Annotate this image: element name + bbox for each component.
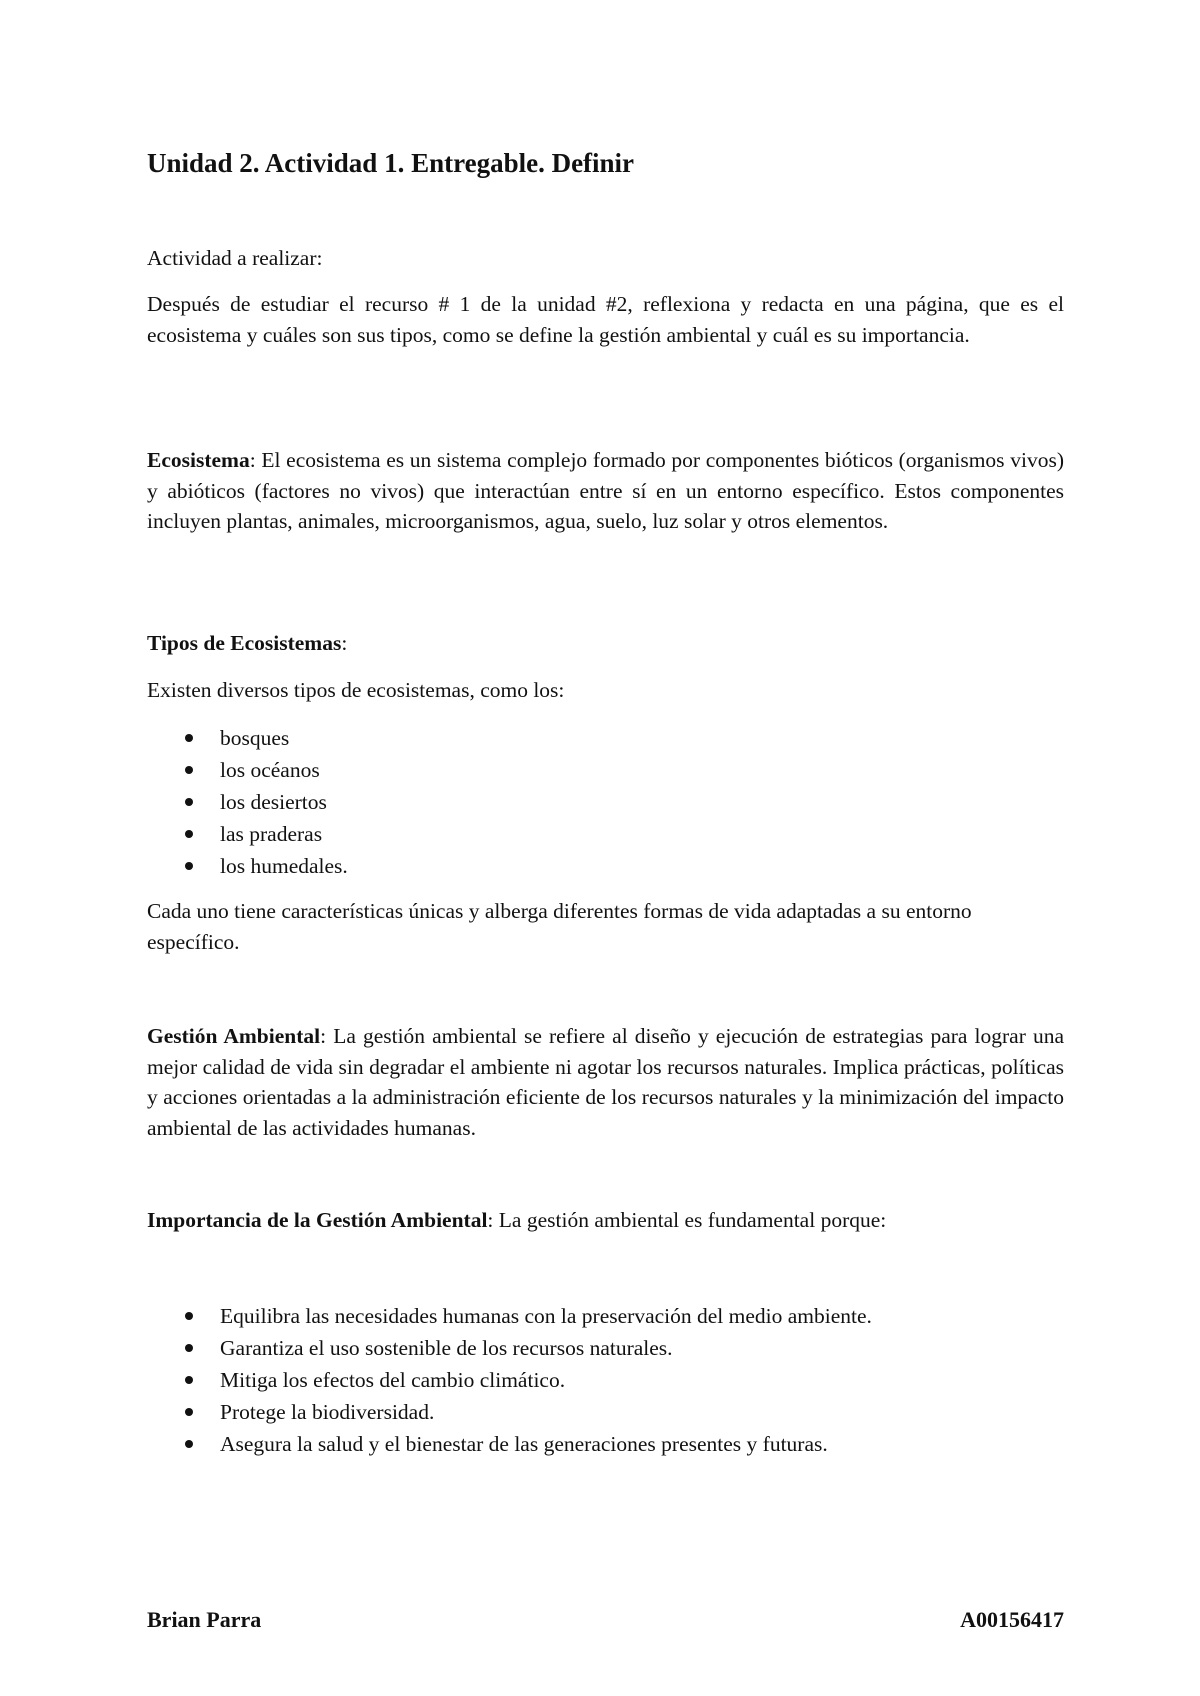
- importance-paragraph: [147, 1205, 1064, 1236]
- management-text: La gestión ambiental se refiere al diseño y ejecución de estrategias para lograr una mejor calidad de vida sin degradar el ambiente ni agotar los recursos naturales. Implica prácticas, políticas y acciones orientadas a la administración eficiente de los recursos naturales y la minimización del impacto ambiental de las actividades humanas.: [147, 1024, 1064, 1140]
- ecosystem-colon: :: [249, 448, 256, 472]
- bullet-icon: [185, 830, 193, 838]
- list-item: los humedales.: [147, 850, 348, 882]
- activity-heading: Actividad a realizar:: [147, 246, 323, 270]
- bullet-icon: [185, 1440, 193, 1448]
- types-list: [147, 722, 348, 882]
- bullet-icon: [185, 862, 193, 870]
- bullet-icon: [185, 1408, 193, 1416]
- activity-text: Después de estudiar el recurso # 1 de la unidad #2, reflexiona y redacta en una página, que es el ecosistema y cuáles son sus tipos, como se define la gestión ambiental y cuál es su importancia.: [147, 292, 1064, 347]
- bullet-icon: [185, 766, 193, 774]
- list-item: Mitiga los efectos del cambio climático.: [147, 1364, 872, 1396]
- management-colon: :: [320, 1024, 327, 1048]
- list-item: los desiertos: [147, 786, 348, 818]
- bullet-icon: [185, 1312, 193, 1320]
- list-item: Equilibra las necesidades humanas con la preservación del medio ambiente.: [147, 1300, 872, 1332]
- bullet-icon: [185, 798, 193, 806]
- importance-list: [147, 1300, 872, 1460]
- list-item: bosques: [147, 722, 348, 754]
- list-item: Garantiza el uso sostenible de los recursos naturales.: [147, 1332, 872, 1364]
- list-item: las praderas: [147, 818, 348, 850]
- ecosystem-text: El ecosistema es un sistema complejo formado por componentes bióticos (organismos vivos) y abióticos (factores no vivos) que interactúan entre sí en un entorno específico. Estos componentes incluyen plantas, animales, microorganismos, agua, suelo, luz solar y otros elementos.: [147, 448, 1064, 533]
- ecosystem-paragraph: [147, 445, 1064, 537]
- management-paragraph: [147, 1021, 1064, 1143]
- ecosystem-label: Ecosistema: [147, 448, 250, 472]
- bullet-icon: [185, 1344, 193, 1352]
- importance-text: La gestión ambiental es fundamental porque:: [493, 1208, 887, 1232]
- management-label: Gestión Ambiental: [147, 1024, 321, 1048]
- footer-student-id: A00156417: [960, 1607, 1064, 1632]
- types-closing: Cada uno tiene características únicas y alberga diferentes formas de vida adaptadas a su entorno específico.: [147, 899, 972, 954]
- list-item: Protege la biodiversidad.: [147, 1396, 872, 1428]
- importance-colon: :: [487, 1208, 494, 1232]
- footer-author: Brian Parra: [147, 1607, 262, 1632]
- importance-label: Importancia de la Gestión Ambiental: [147, 1208, 488, 1232]
- list-item: los océanos: [147, 754, 348, 786]
- types-heading: [147, 628, 1064, 659]
- types-intro: Existen diversos tipos de ecosistemas, como los:: [147, 678, 565, 702]
- document-title: Unidad 2. Actividad 1. Entregable. Definir: [147, 148, 635, 178]
- types-label: Tipos de Ecosistemas: [147, 631, 342, 655]
- bullet-icon: [185, 734, 193, 742]
- types-colon: :: [341, 631, 348, 655]
- list-item: Asegura la salud y el bienestar de las generaciones presentes y futuras.: [147, 1428, 872, 1460]
- bullet-icon: [185, 1376, 193, 1384]
